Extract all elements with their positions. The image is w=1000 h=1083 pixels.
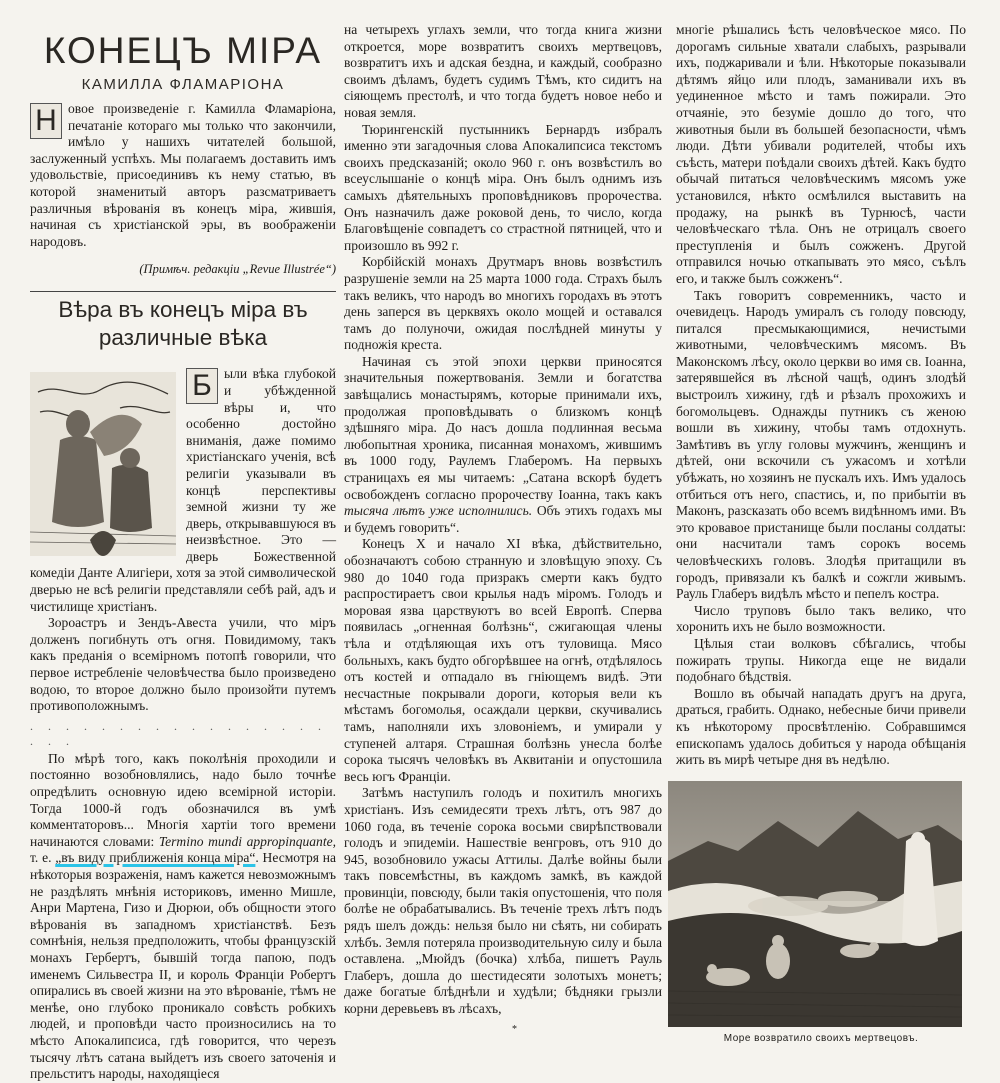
- section-dropcap: Б: [186, 368, 218, 404]
- highlighted-phrase: „въ виду приближенія конца міра“: [55, 850, 256, 866]
- col3-paragraph-2: Такъ говоритъ современникъ, часто и очевидецъ. Народъ умиралъ съ голоду повсюду, питался пресмыкающимися, нечистыми животными, человѣческимъ мясомъ. Въ Маконскомъ лѣсу, около церкви во имя св. Іоанна, затерявшейся въ лѣсной чащѣ, одинъ злодѣй выстроилъ хижину, гдѣ и рѣзалъ прохожихъ и богомольцевъ. Однажды путникъ съ женою вошли въ хижину, чтобы тамъ отдохнуть. Замѣтивъ въ углу головы мужчинъ, женщинъ и дѣтей, они вскочили съ ужасомъ и хотѣли убѣжать, но хозяинъ не пускалъ ихъ. Имъ удалось отбиться отъ него, спастись, и, по прибытіи въ Маконъ, разсказать обо всемъ видѣнномъ ими. Въ это кровавое пристанище были посланы солдаты: они насчитали тамъ сорокъ восемь человѣческихъ головъ. Злодѣя притащили въ городъ, привязали къ балкѣ и сожгли живымъ. Рауль Глаберъ видѣлъ мѣсто и пепелъ костра.: [676, 287, 966, 602]
- angel-illustration: [30, 372, 176, 556]
- intro-text: овое произведеніе г. Камилла Фламаріона, печатаніе котораго мы только что закончили, имѣло у нашихъ читателей большой, заслуженный успѣхъ. Мы полагаемъ доставить имъ удовольствіе, присоединивъ къ нему статью, въ которой знаменитый авторъ разсматриваетъ различныя вѣрованія въ конецъ міра, жившія, начиная съ христіанской эры, въ воображеніи народовъ.: [30, 101, 336, 249]
- section-paragraph-2: Зороастръ и Зендъ-Авеста учили, что міръ долженъ погибнуть отъ огня. Повидимому, такъ какъ преданія о всемірномъ потопѣ говорили, что первое истребленіе человѣчества было произведено водою, то второе должно было произойти путемъ противоположнымъ.: [30, 615, 336, 714]
- p3-text-c: . Несмотря на нѣкоторыя возраженія, намъ кажется невозможнымъ не раздѣлять мнѣнія историковъ, именно Мишле, Анри Мартена, Гизо и Дюрюи, объ общности этого вѣрованія въ западномъ христіанствѣ. Безъ сомнѣнія, нельзя предположить, чтобы французскій монахъ Гербертъ, бывшій тогда папою, подъ именемъ Сильвестра II, и король Франціи Робертъ опирались въ своей жизни на это вѣрованіе, тѣмъ не менѣе, оно глубоко проникало совѣсть робкихъ людей, и проповѣди часто произносились на то мѣсто Апокалипсиса, гдѣ говорится, что черезъ тысячу лѣтъ сатана выйдетъ изъ своего заточенія и прельститъ народы, находящіеся: [30, 850, 337, 1082]
- col2-paragraph-3: Корбійскій монахъ Друтмаръ вновь возвѣстилъ разрушеніе земли на 25 марта 1000 года. Страхъ былъ такъ великъ, что народъ во многихъ городахъ въ этотъ день заперся въ церквяхъ около мощей и оставался тамъ до полуночи, ожидая послѣдней минуты у подножія креста.: [344, 254, 662, 353]
- section-paragraph-3: [30, 751, 336, 1083]
- col2-paragraph-4: [344, 354, 662, 537]
- col2-paragraph-6: Затѣмъ наступилъ голодъ и похитилъ многихъ христіанъ. Изъ семидесяти трехъ лѣтъ, отъ 987 до 1060 года, въ теченіе сорока восьми свирѣпствовали голодъ и эпидеміи. Нашествіе венгровъ, отъ 910 до 945, возобновило ужасы Аттилы. Далѣе войны были такъ повсемѣстны, въ каждомъ замкѣ, въ каждой провинціи, повсюду, были такія опустошенія, что поля болѣе не обрабатывались. Въ теченіе трехъ лѣтъ подъ рядъ шелъ дождь: нельзя было ни сѣять, ни собирать хлѣбъ. Земля потеряла производительную силу и была оставлена. „Мюйдъ (бочка) хлѣба, пишетъ Рауль Глаберъ, дошла до шестидесяти золотыхъ монетъ; даже богатые блѣднѣли и худѣли; бѣдняки грызли корни деревьевъ въ лѣсахъ,: [344, 785, 662, 1017]
- column-3: [676, 22, 966, 1044]
- col3-paragraph-5: Вошло въ обычай нападать другъ на друга, драться, грабить. Однако, небесные бичи привели къ нѣкоторому просвѣтленію. Собравшимся епископамъ удалось добиться у народа обѣщанія жить въ мирѣ четыре дня въ недѣлю.: [676, 685, 966, 768]
- p4-text-a: Начиная съ этой эпохи церкви приносятся значительныя пожертвованія. Земли и богатства завѣщались монастырямъ, которые принимали ихъ, продолжая проповѣдывать о близкомъ концѣ здѣшняго міра. До насъ дошла подлинная весьма любопытная хроника, писанная монахомъ, жившимъ въ 1000 году, Раулемъ Глаберомъ. На первыхъ страницахъ ея мы читаемъ: „Сатана вскорѣ будетъ освобожденъ согласно пророчеству Іоанна, такъ какъ: [344, 353, 662, 502]
- page-ornament: *: [512, 1024, 517, 1035]
- intro-paragraph: [30, 101, 336, 250]
- p4-text-b: Объ этихъ годахъ мы и будемъ говорить“.: [344, 503, 662, 535]
- article-title: КОНЕЦЪ МІРА: [43, 30, 323, 71]
- column-1: [30, 22, 336, 1083]
- col3-paragraph-4: Цѣлыя стаи волковъ сбѣгались, чтобы пожирать трупы. Никогда еще не видали подобнаго бѣдствія.: [676, 635, 966, 685]
- column-2: [344, 22, 662, 1018]
- article-author: КАМИЛЛА ФЛАМАРІОНА: [81, 76, 285, 93]
- col3-paragraph-3: Число труповъ было такъ велико, что хоронить ихъ не было возможности.: [676, 602, 966, 635]
- editor-note: (Примѣч. редакціи „Revue Illustrée“): [139, 262, 336, 277]
- section-divider: [30, 291, 336, 292]
- latin-phrase: Termino mundi appropinquante,: [158, 833, 336, 849]
- col2-paragraph-1: на четырехъ углахъ земли, что тогда книга жизни откроется, море возвратитъ своихъ мертвецовъ, возвратитъ ихъ и адская бездна, и каждый, сообразно своимъ дѣламъ, будетъ судимъ Тѣмъ, кто сидитъ на сіяющемъ престолѣ, и что тогда будетъ новое небо и новая земля.: [344, 22, 662, 120]
- section-paragraph-1: [30, 366, 336, 615]
- p3-text-a: По мѣрѣ того, какъ поколѣнія проходили и постоянно возобновлялись, надо было точнѣе опредѣлить основную идею всемірной исторіи. Тогда 1000-й годъ обозначился въ умѣ комментаторовъ... Многія хартіи того времени начинаются словами:: [30, 750, 336, 849]
- illustration-caption: Море возвратило своихъ мертвецовъ.: [723, 1032, 919, 1044]
- section-text-1: ыли вѣка глубокой и убѣжденной вѣры и, что особенно достойно вниманія, даже помимо христіанскаго ученія, всѣ религіи указывали въ концѣ перспективы земной жизни ту же дверь, открывавшуюся въ неизвѣстное. Это — дверь Божественной комедіи Данте Алигіери, хотя за этой символической дверью не всѣ религіи представляли себѣ рай, адъ и чистилище христіанъ.: [30, 366, 336, 614]
- col2-paragraph-5: Конецъ X и начало XI вѣка, дѣйствительно, обозначаютъ собою странную и зловѣщую эпоху. Съ 980 до 1040 года призракъ смерти какъ будто распростираетъ свои крылья надъ міромъ. Голодъ и моровая язва царствуютъ во всей Европѣ. Сперва появилась „огненная болѣзнь“, сжигающая члены тѣла и отдѣляющая ихъ отъ туловища. Мясо больныхъ, какъ будто обгорѣвшее на огнѣ, отдѣлялось отъ костей и отпадало въ гніющемъ видѣ. Эти несчастные покрывали дороги, которыя вели къ мѣстамъ богомолья, осаждали церкви, скучивались тамъ, наполняли ихъ зловоніемъ, и умирали у ступеней алтаря. Страшная болѣзнь унесла болѣе сорока тысячъ человѣкъ въ Аквитаніи и опустошила весь югъ Франціи.: [344, 536, 662, 784]
- section-title: Вѣра въ конецъ міра въ различные вѣка: [58, 297, 308, 351]
- col2-paragraph-2: Тюрингенскій пустынникъ Бернардъ избралъ именно эти загадочныя слова Апокалипсиса текстомъ своихъ предсказаній; около 960 г. онъ возвѣстилъ во всеуслышаніе о концѣ міра. Онъ былъ однимъ изъ самыхъ дѣятельныхъ проповѣдниковъ пророчества. Онъ назначилъ даже роковой день, то число, когда Благовѣщеніе совпадетъ со страстной пятницей, что и произошло въ 992 г.: [344, 121, 662, 253]
- p4-italic: тысяча лѣтъ уже исполнились.: [344, 503, 533, 519]
- intro-dropcap: Н: [30, 103, 62, 139]
- ellipsis-divider: . . . . . . . . . . . . . . . . . . . .: [30, 718, 327, 748]
- p3-text-b: т. е.: [30, 850, 56, 866]
- col3-paragraph-1: многіе рѣшались ѣсть человѣческое мясо. По дорогамъ сильные хватали слабыхъ, разрывали ихъ, поджаривали и ѣли. Нѣкоторые показывали дѣтямъ яйцо или плодъ, заманивали ихъ въ уединенное мѣсто и тамъ пожирали. Это отчаяніе, это безуміе дошло до того, что животныя были въ большей безопасности, чѣмъ люди. Дѣти убивали родителей, чтобы ихъ съѣсть, матери поѣдали своихъ дѣтей. Какъ будто обычай питаться человѣческимъ мясомъ уже установился, нѣкто осмѣлился выставить на продажу, на рынкѣ въ Турнюсѣ, части человѣческаго тѣла. Онъ не отрицалъ своего преступленія и былъ сожженъ. Другой отправился ночью откапывать это мясо, съѣлъ его, и также былъ сожженъ“.: [676, 22, 966, 286]
- sea-dead-illustration: [668, 781, 962, 1027]
